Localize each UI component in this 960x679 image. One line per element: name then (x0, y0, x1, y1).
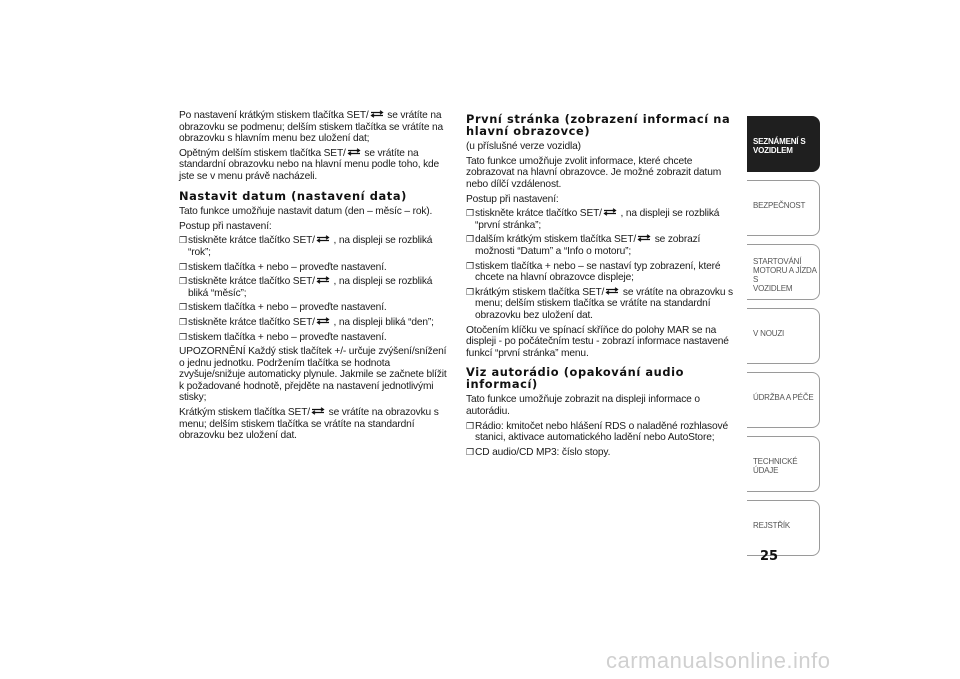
list-item: ❒ stiskněte krátce tlačítko SET/ , na displeji se rozbliká “první stránka”; (466, 208, 720, 231)
tab-v-nouzi[interactable]: V NOUZI (747, 308, 820, 364)
intro-text: Tato funkce umožňuje zobrazit na displeji informace o autorádiu. (466, 394, 700, 418)
tab-seznameni[interactable]: SEZNÁMENÍ S VOZIDLEM (747, 116, 820, 172)
set-return-icon (603, 208, 617, 216)
list-item: ❒ stiskem tlačítka + nebo – proveďte nastavení. (179, 302, 387, 314)
warning-note: UPOZORNĚNÍ Každý stisk tlačítek +/- určuje zvýšení/snížení o jednu jednotku. Podržením tlačítka se hodnota zvyšuje/snižuje automaticky plynule. Jakmile se začnete blížit k požadované hodnotě, přejděte na nastavení jednotlivými stisky; (179, 346, 447, 404)
tab-startovani[interactable]: STARTOVÁNÍ MOTORU A JÍZDA S VOZIDLEM (747, 244, 820, 300)
checkbox-bullet-icon: ❒ (179, 261, 187, 272)
left-column (179, 110, 451, 445)
checkbox-bullet-icon: ❒ (466, 260, 474, 271)
list-item: ❒ stiskněte krátce tlačítko SET/ , na displeji se rozbliká “rok”; (179, 235, 433, 258)
tab-technicke-udaje[interactable]: TECHNICKÉ ÚDAJE (747, 436, 820, 492)
list-item: ❒ stiskněte krátce tlačítko SET/ , na displeji se rozbliká bliká “měsíc”; (179, 276, 433, 299)
checkbox-bullet-icon: ❒ (179, 235, 187, 246)
list-item: ❒ Rádio: kmitočet nebo hlášení RDS o naladěné rozhlasové stanici, aktivace automatického ladění nebo AutoStore; (466, 420, 728, 444)
checkbox-bullet-icon: ❒ (466, 286, 474, 297)
checkbox-bullet-icon: ❒ (179, 302, 187, 313)
procedure-label: Postup při nastavení: (466, 193, 559, 205)
right-column (466, 114, 742, 461)
list-item: ❒ CD audio/CD MP3: číslo stopy. (466, 446, 611, 458)
section-heading-first-page: První stránka (zobrazení informací na hlavní obrazovce) (466, 112, 731, 138)
paragraph: Opětným delším stiskem tlačítka SET/ se vrátíte na standardní obrazovku nebo na hlavní menu podle toho, kde jste se v menu právě nacházeli. (179, 147, 440, 182)
intro-text: Tato funkce umožňuje zvolit informace, které chcete zobrazovat na hlavní obrazovce. Je možné zobrazit datum nebo dílčí vzdálenost. (466, 155, 722, 190)
checkbox-bullet-icon: ❒ (466, 420, 474, 431)
tab-bezpecnost[interactable]: BEZPEČNOST (747, 180, 820, 236)
intro-text: Tato funkce umožňuje nastavit datum (den – měsíc – rok). (179, 206, 433, 218)
checkbox-bullet-icon: ❒ (466, 446, 474, 457)
checkbox-bullet-icon: ❒ (179, 316, 187, 327)
procedure-label: Postup při nastavení: (179, 220, 272, 232)
set-return-icon (316, 276, 330, 284)
list-item: ❒ dalším krátkým stiskem tlačítka SET/ se zobrazí možnosti “Datum” a “Info o motoru”; (466, 234, 701, 257)
checkbox-bullet-icon: ❒ (466, 234, 474, 245)
set-return-icon (370, 110, 384, 118)
paragraph: Otočením klíčku ve spínací skříňce do polohy MAR se na displeji - po počátečním testu - zobrazí informace nastavené funkcí “první stránka” menu. (466, 324, 729, 359)
tab-rejstrik[interactable]: REJSTŘÍK (747, 500, 820, 556)
list-item: ❒ stiskem tlačítka + nebo – proveďte nastavení. (179, 331, 387, 343)
tab-udrzba[interactable]: ÚDRŽBA A PÉČE (747, 372, 820, 428)
set-return-icon (316, 235, 330, 243)
version-note: (u příslušné verze vozidla) (466, 141, 581, 153)
list-item: ❒ krátkým stiskem tlačítka SET/ se vrátíte na obrazovku s menu; delším stiskem tlačítka se vrátíte na standardní obrazovku bez uložení dat. (466, 286, 733, 321)
checkbox-bullet-icon: ❒ (179, 276, 187, 287)
set-return-icon (311, 407, 325, 415)
paragraph: Po nastavení krátkým stiskem tlačítka SET/ se vrátíte na obrazovku se podmenu; delším stiskem tlačítka se vrátíte na obrazovku s hlavním menu bez uložení dat; (179, 110, 444, 145)
list-item: ❒ stiskněte krátce tlačítko SET/ , na displeji bliká “den”; (179, 316, 434, 328)
checkbox-bullet-icon: ❒ (466, 208, 474, 219)
set-return-icon (347, 148, 361, 156)
set-return-icon (605, 287, 619, 295)
list-item: ❒ stiskem tlačítka + nebo – proveďte nastavení. (179, 261, 387, 273)
chapter-tabs (747, 116, 820, 564)
page-number: 25 (760, 549, 779, 564)
list-item: ❒ stiskem tlačítka + nebo – se nastaví typ zobrazení, které chcete na hlavní obrazovce displeje; (466, 260, 721, 284)
set-return-icon (316, 317, 330, 325)
section-heading-radio: Viz autorádio (opakování audio informací) (466, 365, 685, 391)
checkbox-bullet-icon: ❒ (179, 331, 187, 342)
paragraph: Krátkým stiskem tlačítka SET/ se vrátíte na obrazovku s menu; delším stiskem tlačítka se vrátíte na standardní obrazovku bez uložení dat. (179, 407, 439, 442)
watermark-text: carmanualsonline.info (606, 648, 831, 673)
section-heading-date: Nastavit datum (nastavení data) (179, 188, 407, 203)
set-return-icon (637, 234, 651, 242)
